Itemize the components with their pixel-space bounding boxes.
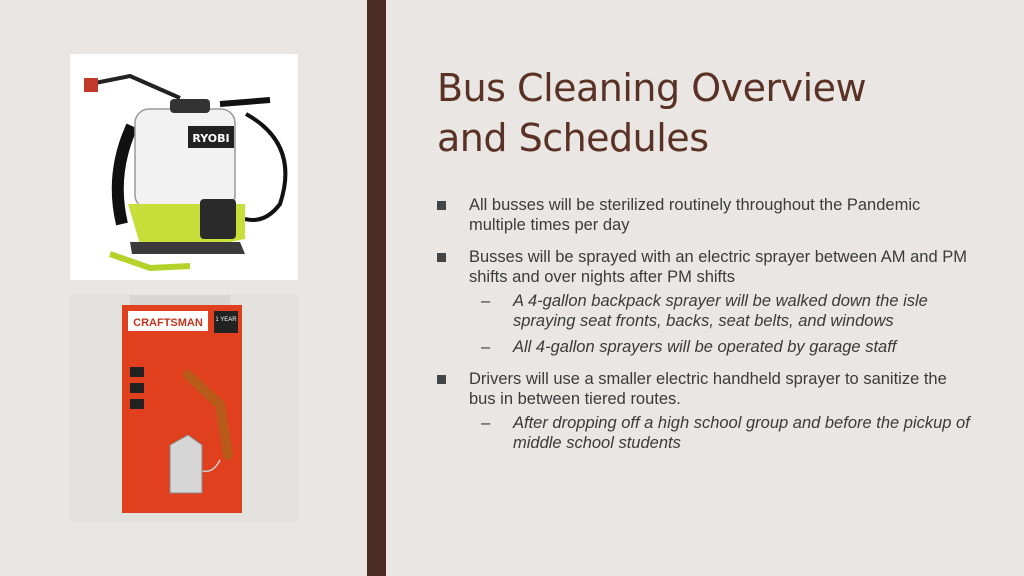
vertical-divider (367, 0, 386, 576)
dash-marker: – (481, 338, 491, 356)
bullet-item (437, 369, 977, 409)
bullet-item (437, 247, 977, 287)
sub-bullet-text: All 4-gallon sprayers will be operated by garage staff (513, 338, 897, 356)
sub-bullet-item (437, 413, 977, 453)
dash-marker: – (481, 414, 491, 432)
bullet-item (437, 195, 977, 235)
sub-bullet-text: After dropping off a high school group and before the pickup of middle school students (513, 414, 970, 452)
warranty-badge: 1 YEAR (215, 317, 237, 323)
square-bullet-icon (437, 201, 446, 210)
slide-title-line-1: Bus Cleaning Overview (437, 66, 867, 110)
slide-title (437, 63, 997, 163)
square-bullet-icon (437, 375, 446, 384)
dash-marker: – (481, 292, 491, 310)
sub-bullet-item (437, 291, 977, 331)
sub-bullet-item (437, 337, 977, 357)
sub-bullet-text: A 4-gallon backpack sprayer will be walked down the isle spraying seat fronts, backs, seat belts, and windows (513, 292, 928, 330)
bullet-text: Drivers will use a smaller electric handheld sprayer to sanitize the bus in between tiered routes. (469, 370, 947, 408)
slide-title-line-2: and Schedules (437, 116, 709, 160)
bullet-text: All busses will be sterilized routinely throughout the Pandemic multiple times per day (469, 196, 921, 234)
handheld-sprayer-box-icon (70, 295, 298, 522)
bullet-text: Busses will be sprayed with an electric sprayer between AM and PM shifts and over nights after PM shifts (469, 248, 967, 286)
square-bullet-icon (437, 253, 446, 262)
backpack-sprayer-photo (70, 54, 298, 280)
backpack-sprayer-icon (70, 54, 298, 280)
bullet-list (437, 195, 977, 453)
craftsman-label: CRAFTSMAN (133, 317, 203, 329)
ryobi-label: RYOBI (192, 132, 230, 145)
handheld-sprayer-box-photo (70, 295, 298, 522)
